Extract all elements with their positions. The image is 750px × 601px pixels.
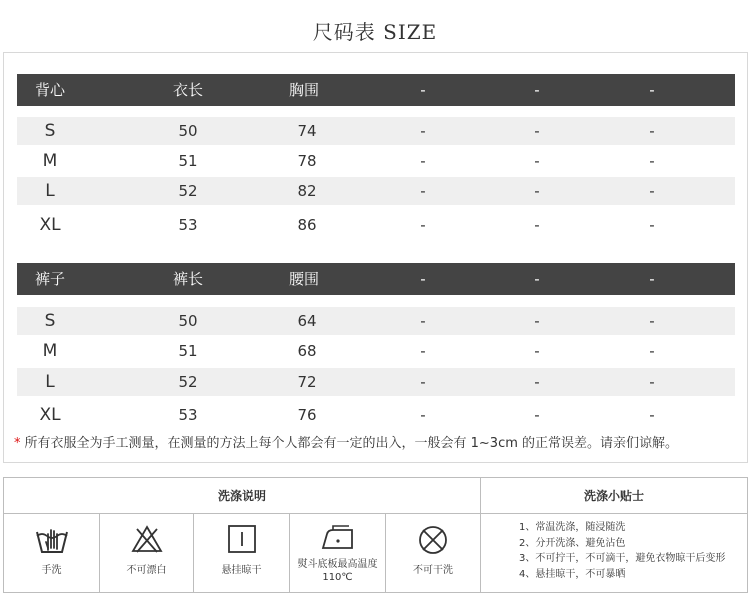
length-cell: 51 [178, 342, 198, 360]
empty-cell: - [420, 406, 426, 424]
girth-cell: 78 [297, 152, 317, 170]
care-tips-title: 洗涤小贴士 [480, 478, 747, 514]
header-empty-1: - [420, 270, 426, 288]
care-tip: 4、悬挂晾干，不可暴晒 [519, 568, 626, 580]
iron-icon [319, 524, 357, 552]
empty-cell: - [649, 406, 655, 424]
table-row [17, 177, 735, 205]
table-row [17, 401, 735, 429]
girth-cell: 68 [297, 342, 317, 360]
girth-cell: 74 [297, 122, 317, 140]
empty-cell: - [649, 152, 655, 170]
header-girth: 胸围 [289, 81, 320, 99]
table-header [17, 263, 735, 295]
table-header [17, 74, 735, 106]
care-label: 不可干洗 [413, 565, 453, 576]
table-row [17, 211, 735, 239]
care-label: 不可漂白 [126, 565, 167, 576]
care-item-hand-wash [4, 514, 100, 592]
care-item-no-dry-clean [386, 514, 480, 592]
care-instructions-title: 洗涤说明 [4, 478, 480, 514]
girth-cell: 72 [297, 373, 317, 391]
empty-cell: - [649, 216, 655, 234]
header-category: 裤子 [35, 270, 66, 288]
length-cell: 50 [178, 122, 198, 140]
header-length: 裤长 [173, 270, 204, 288]
empty-cell: - [649, 342, 655, 360]
care-item-no-bleach [100, 514, 194, 592]
empty-cell: - [534, 122, 540, 140]
length-cell: 52 [178, 373, 198, 391]
empty-cell: - [420, 312, 426, 330]
no-dry-clean-icon [417, 524, 449, 556]
length-cell: 51 [178, 152, 198, 170]
empty-cell: - [534, 312, 540, 330]
size-cell: L [45, 181, 55, 201]
care-item-hang-dry [194, 514, 290, 592]
length-cell: 53 [178, 216, 198, 234]
empty-cell: - [649, 122, 655, 140]
empty-cell: - [420, 342, 426, 360]
note-star: * [14, 436, 21, 451]
table-row [17, 307, 735, 335]
empty-cell: - [420, 216, 426, 234]
girth-cell: 82 [297, 182, 317, 200]
size-cell: XL [39, 215, 61, 235]
length-cell: 52 [178, 182, 198, 200]
header-length: 衣长 [173, 81, 204, 99]
empty-cell: - [534, 406, 540, 424]
header-category: 背心 [35, 81, 66, 99]
care-label: 悬挂晾干 [221, 565, 262, 576]
empty-cell: - [534, 152, 540, 170]
care-tip: 1、常温洗涤，随浸随洗 [519, 522, 626, 533]
header-empty-2: - [534, 81, 540, 99]
page-title: 尺码表 SIZE [312, 20, 438, 44]
size-cell: S [44, 121, 56, 141]
care-item-iron [290, 514, 386, 592]
empty-cell: - [534, 373, 540, 391]
size-cell: M [42, 151, 58, 171]
table-row [17, 117, 735, 145]
header-empty-1: - [420, 81, 426, 99]
empty-cell: - [649, 312, 655, 330]
care-tip: 2、分开洗涤、避免沾色 [519, 537, 626, 549]
header-empty-3: - [649, 270, 655, 288]
header-empty-3: - [649, 81, 655, 99]
measurement-note [14, 432, 678, 451]
size-cell: M [42, 341, 58, 361]
empty-cell: - [420, 373, 426, 391]
empty-cell: - [420, 122, 426, 140]
care-label: 手洗 [41, 565, 62, 576]
girth-cell: 76 [297, 406, 317, 424]
care-tips-list [480, 514, 747, 592]
care-label: 熨斗底板最高温度110℃ [297, 559, 378, 583]
empty-cell: - [420, 182, 426, 200]
size-cell: S [44, 311, 56, 331]
empty-cell: - [534, 216, 540, 234]
length-cell: 50 [178, 312, 198, 330]
hand-wash-icon [34, 524, 70, 556]
length-cell: 53 [178, 406, 198, 424]
header-girth: 腰围 [289, 270, 320, 288]
care-panel [3, 477, 748, 593]
table-row [17, 368, 735, 396]
hang-dry-icon [226, 524, 258, 554]
girth-cell: 86 [297, 216, 317, 234]
table-row [17, 147, 735, 175]
empty-cell: - [534, 182, 540, 200]
empty-cell: - [649, 373, 655, 391]
empty-cell: - [534, 342, 540, 360]
no-bleach-icon [130, 524, 164, 554]
empty-cell: - [420, 152, 426, 170]
empty-cell: - [649, 182, 655, 200]
size-cell: XL [39, 405, 61, 425]
size-cell: L [45, 372, 55, 392]
care-tip: 3、不可拧干，不可滴干，避免衣物晾干后变形 [519, 553, 726, 564]
header-empty-2: - [534, 270, 540, 288]
table-row [17, 337, 735, 365]
note-text: 所有衣服全为手工测量，在测量的方法上每个人都会有一定的出入，一般会有 1~3cm 的正常误差。请亲们谅解。 [24, 436, 679, 451]
girth-cell: 64 [297, 312, 317, 330]
